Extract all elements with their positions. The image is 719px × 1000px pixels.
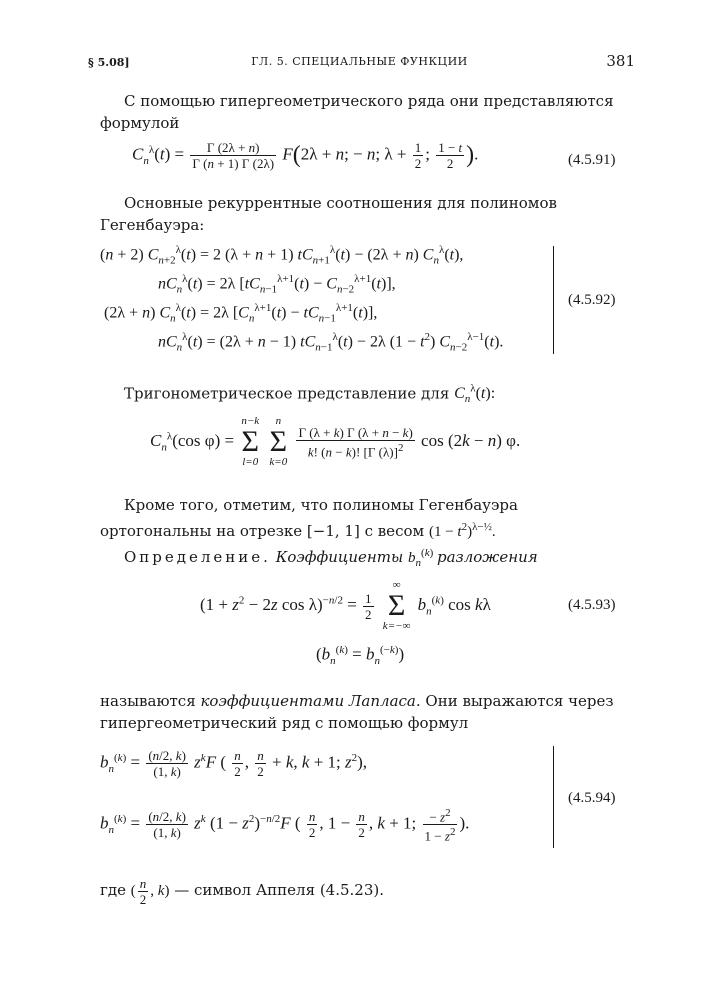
paragraph-3: Тригонометрическое представление для $C_n^\lambda(t)$: (124, 383, 496, 406)
paragraph-6-c: Они выражаются через гипергеометрический ряд с помощью формул (100, 692, 614, 732)
brace-4-5-92 (545, 246, 554, 354)
paragraph-6 (100, 690, 630, 734)
equation-4-5-94-line-1: $b_n^{(k)}$ = $\frac{(n/2, k)}{(1, k)}$ $z^kF$ ( $\frac{n}{2}$ , $\frac{n}{2}$ + k, k + 1; $z^2$), (100, 748, 368, 779)
definition-term: Определение. (124, 548, 271, 566)
equation-4-5-94-line-2: $b_n^{(k)}$ = $\frac{(n/2, k)}{(1, k)}$ $z^k$ $(1 - z^2)^{-n/2}F$ ( $\frac{n}{2}$ , 1 − $\frac{n}{2}$ , k + 1; $\frac{- z^2}{1 - z^2}$ ). (100, 807, 470, 844)
definition-text: Коэффициенты (275, 548, 404, 566)
paragraph-7-a: где (100, 880, 126, 899)
paragraph-5: Определение. Коэффициенты $b_n^{(k)}$ разложения (124, 547, 538, 569)
equation-number-4-5-93: (4.5.93) (568, 597, 616, 613)
brace-4-5-94 (545, 746, 554, 848)
paragraph-7: где ( $\frac{n}{2}$ , k) — символ Аппеля (4.5.23). (100, 876, 384, 907)
equation-4-5-93-symmetry: $(b_n^{(k)} = b_n^{(-k)})$ (316, 644, 405, 668)
equation-trigonometric: $C_n^\lambda(\cos$ φ) = n−k Σ l=0 n Σ k=0 $\frac{\Gamma (\lambda + k) \Gamma (\lambda + n - k)}{k! (n - k)! [\Gamma (\lambda)]^2}$ cos (2k − n) φ. (150, 415, 521, 468)
equation-4-5-92-line-4: $nC_n^\lambda(t) = (2\lambda + n - 1) tC_{n-1}^\lambda(t) - 2\lambda$ $(1 - t^2)$ $C_{n-2}^{\lambda-1}(t)$. (158, 331, 504, 354)
equation-4-5-92-line-3: (2λ + n) $C_n^\lambda(t) = 2\lambda$ $[C_n^{\lambda+1}(t) - tC_{n-1}^{\lambda+1}(t)]$, (104, 302, 378, 325)
equation-4-5-92-line-1: (n + 2) $C_{n+2}^\lambda(t) = 2$ (λ + n + 1) $tC_{n+1}^\lambda(t) - (2\lambda + n)$ $C_n^\lambda(t)$, (100, 244, 464, 267)
equation-4-5-92-line-2: $nC_n^\lambda(t) = 2\lambda$ $[tC_{n-1}^{\lambda+1}(t) - C_{n-2}^{\lambda+1}(t)]$, (158, 273, 396, 296)
running-head-section: § 5.08] (88, 56, 130, 69)
paragraph-4: Кроме того, отметим, что полиномы Гегенбауэра ортогональны на отрезке [−1, 1] с весом $(1 - t^2)^{\lambda-\frac{1}{2}}$. (100, 496, 518, 540)
page-number: 381 (606, 52, 635, 70)
paragraph-6-b: коэффициентами Лапласа. (200, 692, 421, 710)
paragraph-1: С помощью гипергеометрического ряда они представляются формулой (100, 92, 614, 132)
equation-4-5-91: $C_n^\lambda(t)$ = $\frac{\Gamma (2\lambda + n)}{\Gamma (n + 1) \Gamma (2\lambda)}$ F(2λ + n; − n; λ + $\frac{1}{2}$ ; $\frac{1 - t}{2}$ ). (132, 140, 479, 171)
equation-number-4-5-91: (4.5.91) (568, 152, 616, 168)
equation-number-4-5-94: (4.5.94) (568, 790, 616, 806)
paragraph-2: Основные рекуррентные соотношения для полиномов Гегенбауэра: (100, 194, 557, 234)
paragraph-3-text: Тригонометрическое представление для (124, 384, 450, 403)
equation-number-4-5-92: (4.5.92) (568, 292, 616, 308)
paragraph-7-b: — символ Аппеля (4.5.23). (174, 880, 384, 899)
definition-text-end: разложения (437, 548, 538, 566)
paragraph-6-a: называются (100, 692, 196, 710)
paragraph-4-text: Кроме того, отметим, что полиномы Гегенбауэра ортогональны на отрезке [−1, 1] с весом (100, 496, 518, 540)
equation-4-5-93: ($1 + z^2 - 2z$ cos λ)$^{-n/2}$ = $\frac{1}{2}$ ∞ Σ k=−∞ $b_n^{(k)}$ cos kλ (200, 579, 491, 632)
running-head-chapter: ГЛ. 5. СПЕЦИАЛЬНЫЕ ФУНКЦИИ (251, 55, 468, 68)
